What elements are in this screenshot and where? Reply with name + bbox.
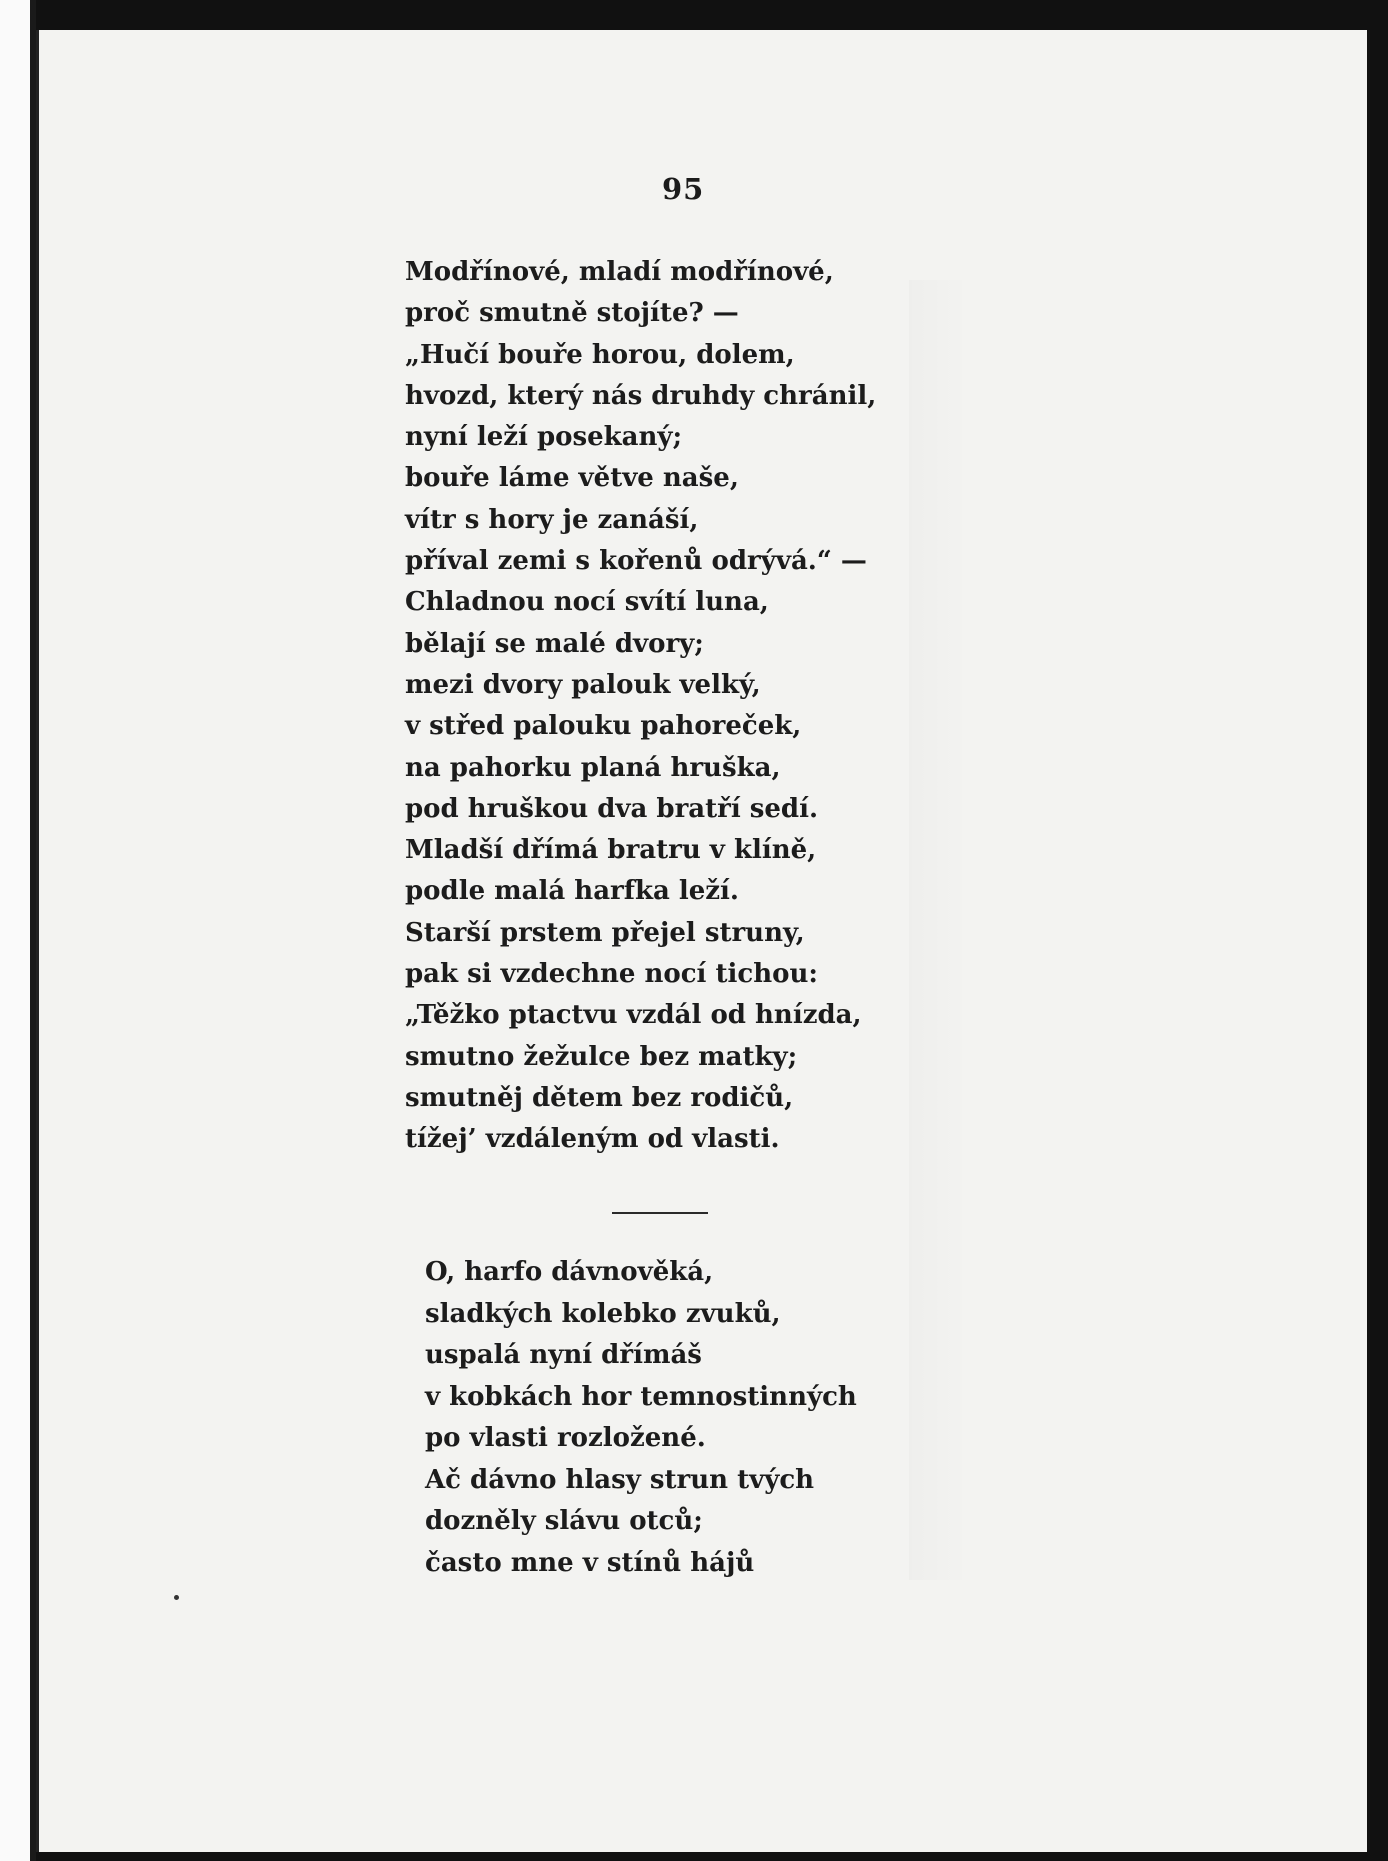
verse-line: proč smutně stojíte? — bbox=[405, 298, 739, 329]
verse-line: dozněly slávu otců; bbox=[425, 1506, 703, 1536]
verse-line: v střed palouku pahoreček, bbox=[405, 711, 802, 742]
verse-line: mezi dvory palouk velký, bbox=[405, 669, 761, 700]
poem-stanza-2 bbox=[425, 1252, 857, 1584]
verse-line: smutno žežulce bez matky; bbox=[405, 1041, 798, 1072]
verse-line: O, harfo dávnověká, bbox=[425, 1257, 714, 1287]
verse-line: pod hruškou dva bratří sedí. bbox=[405, 793, 819, 824]
verse-line: často mne v stínů hájů bbox=[425, 1547, 755, 1578]
verse-line: Chladnou nocí svítí luna, bbox=[405, 587, 769, 618]
verse-line: nyní leží posekaný; bbox=[405, 422, 683, 453]
verse-line: „Těžko ptactvu vzdál od hnízda, bbox=[405, 1000, 862, 1031]
verse-line: podle malá harfka leží. bbox=[405, 876, 739, 907]
verse-line: po vlasti rozložené. bbox=[425, 1423, 706, 1453]
verse-line: smutněj dětem bez rodičů, bbox=[405, 1082, 794, 1113]
bleed-through-shadow bbox=[909, 280, 969, 1580]
poem-stanza-1 bbox=[405, 252, 876, 1161]
section-divider bbox=[612, 1212, 708, 1214]
verse-line: v kobkách hor temnostinných bbox=[425, 1381, 857, 1412]
verse-line: tížej’ vzdáleným od vlasti. bbox=[405, 1124, 780, 1155]
verse-line: bouře láme větve naše, bbox=[405, 463, 739, 494]
scan-left-margin bbox=[0, 0, 36, 1861]
page-number: 95 bbox=[662, 172, 705, 206]
verse-line: Modřínové, mladí modřínové, bbox=[405, 257, 834, 287]
verse-line: uspalá nyní dřímáš bbox=[425, 1340, 702, 1370]
verse-line: hvozd, který nás druhdy chránil, bbox=[405, 380, 877, 411]
verse-line: pak si vzdechne nocí tichou: bbox=[405, 959, 818, 990]
verse-line: sladkých kolebko zvuků, bbox=[425, 1298, 781, 1329]
verse-line: na pahorku planá hruška, bbox=[405, 752, 781, 783]
verse-line: Mladší dřímá bratru v klíně, bbox=[405, 835, 817, 866]
verse-line: bělají se malé dvory; bbox=[405, 628, 704, 659]
verse-line: vítr s hory je zanáší, bbox=[405, 504, 699, 535]
verse-line: Ač dávno hlasy strun tvých bbox=[425, 1464, 815, 1495]
verse-line: příval zemi s kořenů odrývá.“ — bbox=[405, 546, 867, 577]
verse-line: „Hučí bouře horou, dolem, bbox=[405, 339, 795, 370]
ink-speck bbox=[174, 1595, 179, 1600]
verse-line: Starší prstem přejel struny, bbox=[405, 917, 805, 948]
